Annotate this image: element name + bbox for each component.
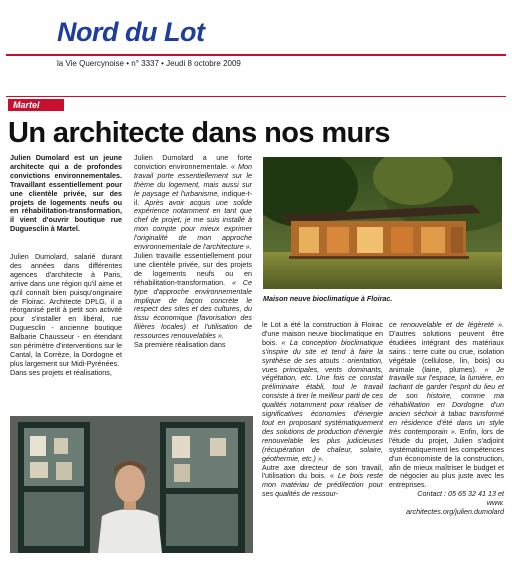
column-3 <box>262 321 383 499</box>
house-photo <box>263 157 502 289</box>
article-lead <box>10 154 122 234</box>
body-paragraph: le Lot a été la construction à Floirac d'une maison neuve bioclimatique en bois. « La conception bioclimatique s'inspire du site et tend à faire la synthèse de ses atouts : orientation, vues principales, vents dominants, végétation, etc. Une fois ce constat préliminaire établi, tout le travail consiste à tirer le meilleur parti de ces qualités notamment pour réaliser de significatives économies d'énergie tout en proposant systématiquement des solutions de production d'énergie renouvelable les plus judicieuses (récupération de chaleur, solaire, géothermie, etc.) ». <box>262 320 383 463</box>
contact-website: www. architectes.org/julien.dumolard <box>406 498 504 517</box>
body-paragraph: ce renouvelable et de légèreté ». D'autres solutions peuvent être étudiées intégrant des matériaux sains : terre cuite ou crue, isolation végétale (cellulose, lin, bois) ou animale (laine, plumes). « Je travaille sur l'espace, la lumière, en tachant de garder l'esprit du lieu et de son histoire, comme ma réhabilitation en Dordogne d'un ancien séchoir à tabac transformé en résidence d'été dans un style très contemporain ». Enfin, lors de l'étude du projet, Julien s'adjoint systématiquement les compétences d'un économiste de la construction, afin de mieux maîtriser le budget et de négocier au plus juste avec les entreprises. <box>389 320 504 490</box>
photo-caption: Maison neuve bioclimatique à Floirac. <box>263 294 393 303</box>
rubric-label: Martel <box>8 99 64 111</box>
body-paragraph: Autre axe directeur de son travail, l'utilisation du bois. « Le bois reste mon matériau de prédilection pour ses qualités de ressour- <box>262 462 383 499</box>
body-paragraph: Julien Dumolard, salarié durant des années dans différentes agences d'architecte à Paris, arrive dans une région qu'il aime et qu'il connaît bien puisqu'originaire de Floirac. Architecte DPLG, il a réorganisé petit à petit son activité pour s'installer en libéral, rue Duguesclin - ancienne boutique Balbarie Chausseur - en étendant son périmètre d'interventions sur le Cantal, la Corrèze, la Dordogne et plus largement sur Midi-Pyrénées. <box>10 252 122 368</box>
masthead-title: Nord du Lot <box>57 17 205 47</box>
column-4 <box>389 321 504 517</box>
column-1 <box>10 253 122 378</box>
masthead-rule <box>6 54 506 56</box>
body-paragraph: Dans ses projets et réalisations, <box>10 367 112 377</box>
masthead <box>0 0 512 70</box>
body-paragraph: Julien Dumolard a une forte conviction environnementale. « Mon travail porte essentiellement sur le thème du logement, mais aussi sur le paysage et l'urbanisme, indique-t-il. Après avoir acquis une solide expérience notamment en tant que chef de projet, je me suis installé à mon compte pour mieux exprimer l'originalité de mon approche environnementale de l'architecture ». <box>134 153 253 252</box>
section-rule <box>6 96 506 97</box>
body-paragraph: Julien travaille essentiellement pour une clientèle privée, sur des projets de logements neufs ou en réhabilitation-transformation. « Ce type d'approche environnementale implique de façon concrète le respect des sites et des cultures, du tissu économique (favorisation des filières locales) et l'utilisation de ressources renouvelables ». <box>134 250 252 341</box>
architect-portrait-photo <box>10 416 253 553</box>
lead-paragraph: Julien Dumolard est un jeune architecte qui a de profondes convictions environnementales. Travaillant essentiellement pour une clientèle privée, sur des projets de logements neufs ou en réhabilitation-transformation, il vient d'ouvrir boutique rue Duguesclin à Martel. <box>10 153 122 234</box>
column-2 <box>134 154 252 350</box>
article-headline: Un architecte dans nos murs <box>8 117 390 149</box>
contact-phone: Contact : 05 65 32 41 13 et <box>417 489 504 499</box>
body-paragraph: Sa première réalisation dans <box>134 340 226 350</box>
issue-line: la Vie Quercynoise • n° 3337 • Jeudi 8 octobre 2009 <box>57 59 241 68</box>
